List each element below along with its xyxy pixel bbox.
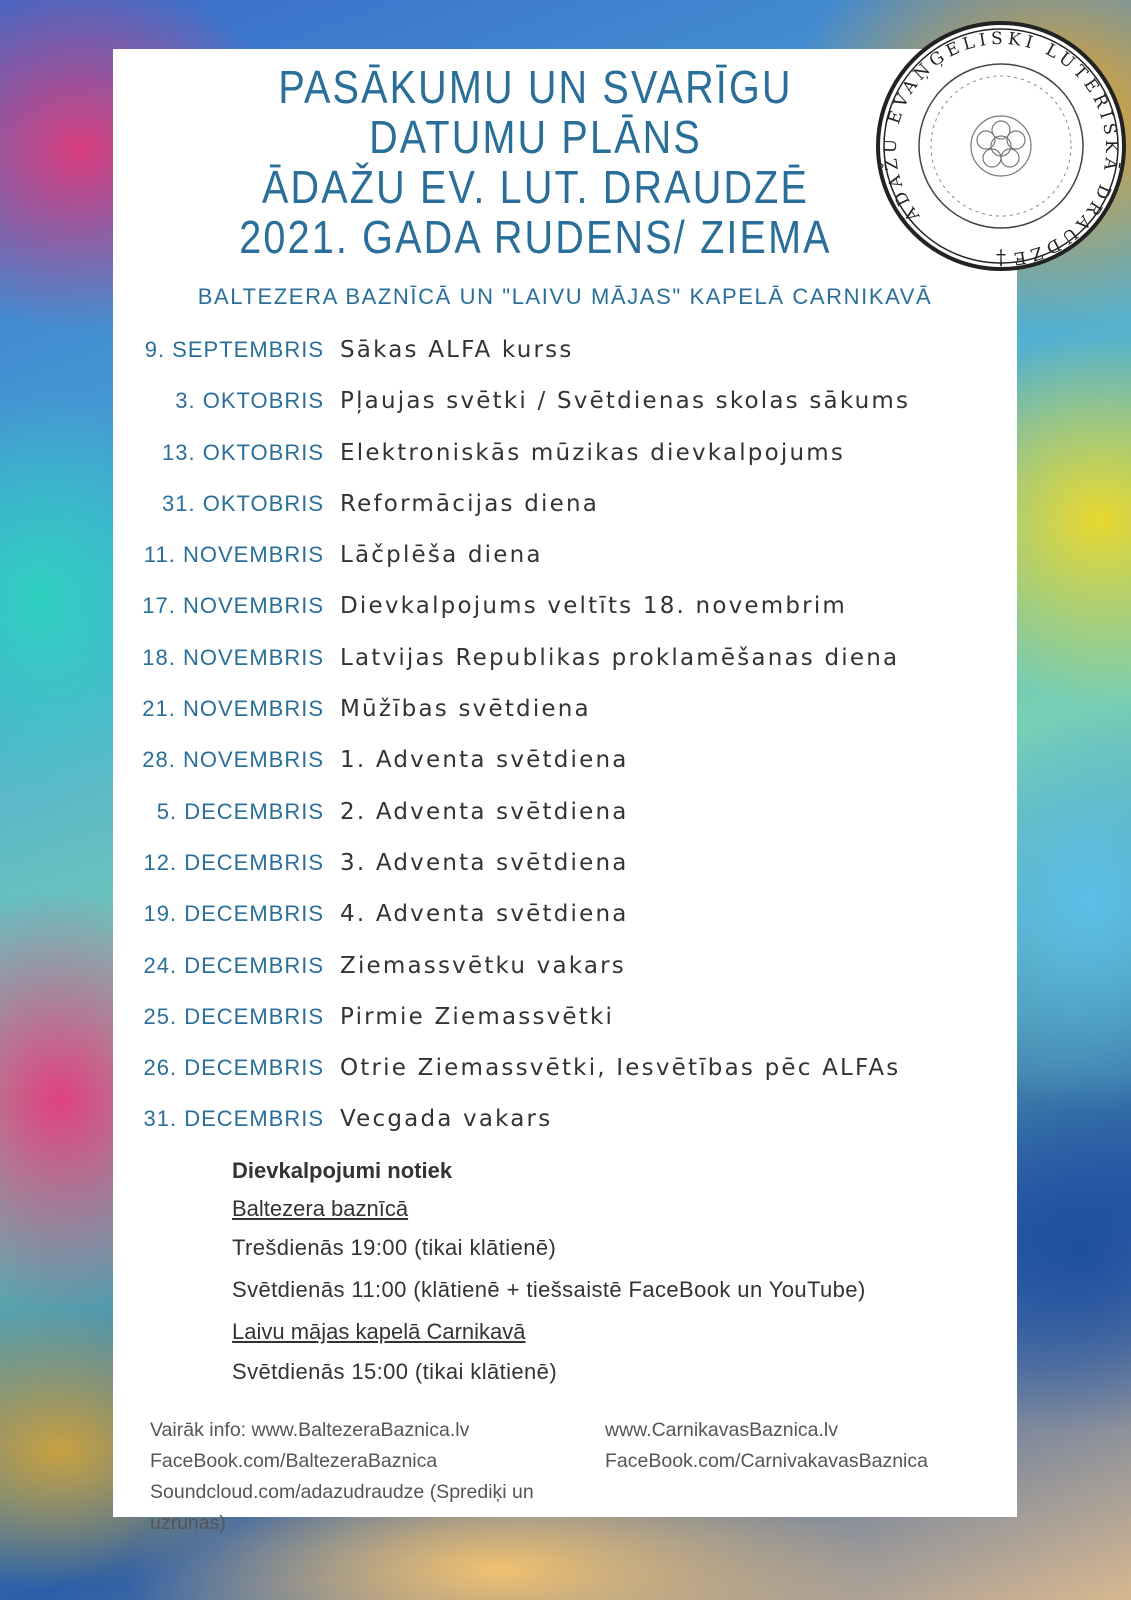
event-row	[113, 953, 1017, 1004]
services-place-baltezers: Baltezera baznīcā	[232, 1196, 409, 1221]
title-line-4: 2021. GADA RUDENS/ ZIEMA	[239, 211, 832, 263]
event-title: Dievkalpojums veltīts 18. novembrim	[340, 593, 848, 620]
services-line: Svētdienās 15:00 (tikai klātienē)	[232, 1359, 558, 1384]
footer-link[interactable]: FaceBook.com/CarnivakavasBaznica	[605, 1450, 928, 1472]
event-date: 21. NOVEMBRIS	[142, 696, 324, 722]
event-title: Lāčplēša diena	[340, 542, 543, 569]
event-row	[113, 1004, 1017, 1055]
services-line: Trešdienās 19:00 (tikai klātienē)	[232, 1235, 557, 1260]
event-date: 3. OKTOBRIS	[175, 388, 324, 414]
event-row	[113, 645, 1017, 696]
event-date: 24. DECEMBRIS	[143, 952, 324, 978]
events-list	[113, 337, 1017, 1158]
church-seal-logo	[876, 18, 1126, 274]
event-title: Latvijas Republikas proklamēšanas diena	[340, 644, 900, 671]
event-title: Elektroniskās mūzikas dievkalpojums	[340, 439, 846, 466]
event-date: 26. DECEMBRIS	[143, 1055, 324, 1081]
footer-link[interactable]: www.CarnikavasBaznica.lv	[605, 1419, 839, 1441]
event-title: Mūžības svētdiena	[340, 696, 591, 723]
event-date: 17. NOVEMBRIS	[142, 593, 324, 619]
services-place-carnikava: Laivu mājas kapelā Carnikavā	[232, 1319, 526, 1344]
event-row	[113, 1055, 1017, 1106]
event-title: 4. Adventa svētdiena	[340, 901, 629, 928]
event-date: 11. NOVEMBRIS	[143, 542, 324, 568]
event-row	[113, 696, 1017, 747]
event-date: 28. NOVEMBRIS	[142, 747, 324, 773]
event-row	[113, 1106, 1017, 1157]
title-line-1: PASĀKUMU UN SVARĪGU	[278, 61, 793, 113]
event-row	[113, 799, 1017, 850]
event-title: Pļaujas svētki / Svētdienas skolas sākums	[340, 388, 911, 415]
event-title: Ziemassvētku vakars	[340, 952, 626, 979]
event-row	[113, 542, 1017, 593]
event-title: Pirmie Ziemassvētki	[340, 1003, 615, 1030]
event-date: 31. OKTOBRIS	[162, 490, 324, 516]
seal-text: ĀDAŽU EVAŅĢELISKI LUTERISKĀ DRAUDZE	[880, 28, 1122, 269]
event-date: 18. NOVEMBRIS	[142, 644, 324, 670]
page-title	[172, 62, 899, 262]
event-date: 25. DECEMBRIS	[143, 1003, 324, 1029]
event-date: 31. DECEMBRIS	[143, 1106, 324, 1132]
event-date: 12. DECEMBRIS	[143, 849, 324, 875]
event-row	[113, 747, 1017, 798]
event-date: 9. SEPTEMBRIS	[144, 337, 324, 362]
event-title: 3. Adventa svētdiena	[340, 849, 629, 876]
event-row	[113, 593, 1017, 644]
services-section	[232, 1158, 866, 1401]
footer-link[interactable]: Soundcloud.com/adazudraudze (Sprediķi un uzrunas)	[150, 1481, 534, 1534]
event-title: Otrie Ziemassvētki, Iesvētības pēc ALFAs	[340, 1055, 901, 1082]
event-row	[113, 440, 1017, 491]
event-date: 19. DECEMBRIS	[143, 901, 324, 927]
event-date: 13. OKTOBRIS	[162, 439, 324, 465]
services-line: Svētdienās 11:00 (klātienē + tiešsaistē FaceBook un YouTube)	[232, 1277, 866, 1302]
subtitle: BALTEZERA BAZNĪCĀ UN "LAIVU MĀJAS" KAPELĀ CARNIKAVĀ	[197, 284, 933, 309]
event-title: 2. Adventa svētdiena	[340, 798, 629, 825]
footer-link[interactable]: FaceBook.com/BaltezeraBaznica	[150, 1450, 438, 1472]
event-title: Sākas ALFA kurss	[340, 337, 574, 363]
event-row	[113, 850, 1017, 901]
event-row	[113, 388, 1017, 439]
cross-icon: †	[996, 245, 1006, 269]
title-line-3: ĀDAŽU EV. LUT. DRAUDZĒ	[261, 161, 810, 213]
event-row	[113, 337, 1017, 388]
event-title: 1. Adventa svētdiena	[340, 747, 629, 774]
event-title: Vecgada vakars	[340, 1106, 553, 1133]
event-date: 5. DECEMBRIS	[156, 798, 324, 824]
services-heading: Dievkalpojumi notiek	[232, 1158, 453, 1183]
event-row	[113, 491, 1017, 542]
event-title: Reformācijas diena	[340, 490, 600, 517]
event-row	[113, 901, 1017, 952]
title-line-2: DATUMU PLĀNS	[369, 111, 702, 163]
footer-link[interactable]: Vairāk info: www.BaltezeraBaznica.lv	[150, 1419, 470, 1441]
